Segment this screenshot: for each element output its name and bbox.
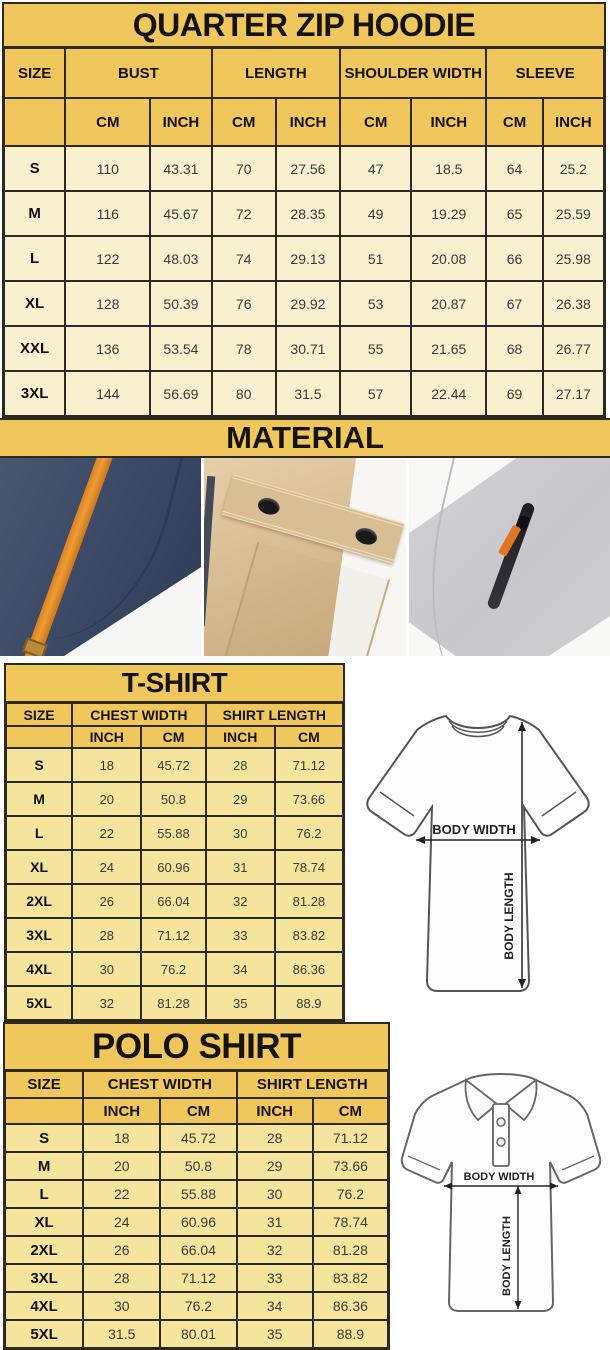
value-cell: 128 [65,281,150,326]
value-cell: 64 [486,146,542,191]
value-cell: 86.36 [275,952,343,986]
tshirt-table-grid [6,703,343,1020]
size-cell: L [5,1180,83,1208]
value-cell: 31 [206,850,275,884]
value-cell: 69 [486,371,542,416]
value-cell: 30.71 [276,326,340,371]
arrowhead [550,1183,558,1190]
value-cell: 144 [65,371,150,416]
unit-header-inch: INCH [206,726,275,748]
value-cell: 71.12 [275,748,343,782]
shirt-length-column-header: SHIRT LENGTH [206,703,343,726]
value-cell: 29.13 [276,236,340,281]
value-cell: 30 [83,1292,160,1320]
value-cell: 25.59 [543,191,604,236]
arrowhead [416,836,425,844]
size-cell: XL [4,281,65,326]
value-cell: 136 [65,326,150,371]
value-cell: 71.12 [141,918,205,952]
size-column-header: SIZE [4,48,65,98]
value-cell: 81.28 [141,986,205,1020]
value-cell: 71.12 [160,1264,236,1292]
size-column-header: SIZE [6,703,72,726]
value-cell: 71.12 [313,1124,388,1152]
value-cell: 66 [486,236,542,281]
material-photo-navy-drawstring [0,458,201,656]
tshirt-measure-diagram [350,688,606,1013]
size-cell: 3XL [5,1264,83,1292]
hoodie-table-title: QUARTER ZIP HOODIE [4,4,604,48]
unit-header-inch: INCH [543,98,604,146]
arrowhead [531,836,540,844]
value-cell: 70 [212,146,276,191]
size-cell: L [6,816,72,850]
value-cell: 81.28 [275,884,343,918]
size-cell: S [4,146,65,191]
tshirt-table-title: T-SHIRT [6,665,343,703]
value-cell: 73.66 [313,1152,388,1180]
value-cell: 51 [340,236,411,281]
unit-header-inch: INCH [83,1098,160,1124]
value-cell: 122 [65,236,150,281]
value-cell: 29.92 [276,281,340,326]
value-cell: 50.8 [160,1152,236,1180]
empty-header-cell [5,1098,83,1124]
value-cell: 32 [237,1236,313,1264]
size-cell: XL [5,1208,83,1236]
value-cell: 67 [486,281,542,326]
value-cell: 110 [65,146,150,191]
material-photo-khaki-pocket [204,458,405,656]
value-cell: 22 [83,1180,160,1208]
body-length-label: BODY LENGTH [502,872,516,960]
arrowhead [444,1183,452,1190]
polo-button [497,1118,505,1126]
polo-table-grid [5,1071,388,1348]
value-cell: 60.96 [141,850,205,884]
value-cell: 28 [206,748,275,782]
value-cell: 20.08 [411,236,486,281]
value-cell: 20.87 [411,281,486,326]
value-cell: 55.88 [160,1180,236,1208]
value-cell: 33 [237,1264,313,1292]
shirt-length-column-header: SHIRT LENGTH [237,1071,388,1098]
unit-header-inch: INCH [72,726,141,748]
empty-header-cell [4,98,65,146]
value-cell: 34 [237,1292,313,1320]
size-cell: M [5,1152,83,1180]
empty-header-cell [6,726,72,748]
value-cell: 78.74 [313,1208,388,1236]
value-cell: 76.2 [275,816,343,850]
size-cell: XXL [4,326,65,371]
hoodie-size-table [2,2,606,418]
value-cell: 76.2 [160,1292,236,1320]
value-cell: 24 [83,1208,160,1236]
value-cell: 25.98 [543,236,604,281]
size-cell: 5XL [5,1320,83,1348]
value-cell: 83.82 [313,1264,388,1292]
value-cell: 73.66 [275,782,343,816]
unit-header-cm: CM [212,98,276,146]
tshirt-size-table [4,663,345,1022]
value-cell: 80.01 [160,1320,236,1348]
value-cell: 50.8 [141,782,205,816]
value-cell: 31 [237,1208,313,1236]
value-cell: 26 [83,1236,160,1264]
value-cell: 35 [206,986,275,1020]
value-cell: 27.56 [276,146,340,191]
size-cell: L [4,236,65,281]
size-cell: 4XL [6,952,72,986]
value-cell: 30 [72,952,141,986]
unit-header-cm: CM [313,1098,388,1124]
value-cell: 20 [83,1152,160,1180]
value-cell: 35 [237,1320,313,1348]
value-cell: 28 [83,1264,160,1292]
value-cell: 45.72 [160,1124,236,1152]
unit-header-cm: CM [340,98,411,146]
unit-header-inch: INCH [237,1098,313,1124]
shoulder-width-column-header: SHOULDER WIDTH [340,48,486,98]
size-cell: 2XL [6,884,72,918]
value-cell: 53.54 [150,326,211,371]
value-cell: 76.2 [141,952,205,986]
value-cell: 86.36 [313,1292,388,1320]
value-cell: 29 [237,1152,313,1180]
value-cell: 74 [212,236,276,281]
value-cell: 49 [340,191,411,236]
value-cell: 24 [72,850,141,884]
body-width-label: BODY WIDTH [463,1171,535,1183]
placket [493,1104,509,1166]
value-cell: 55 [340,326,411,371]
value-cell: 66.04 [160,1236,236,1264]
size-cell: 3XL [4,371,65,416]
size-cell: S [6,748,72,782]
value-cell: 55.88 [141,816,205,850]
chest-width-column-header: CHEST WIDTH [83,1071,236,1098]
value-cell: 72 [212,191,276,236]
value-cell: 25.2 [543,146,604,191]
value-cell: 116 [65,191,150,236]
value-cell: 81.28 [313,1236,388,1264]
value-cell: 30 [237,1180,313,1208]
value-cell: 43.31 [150,146,211,191]
unit-header-cm: CM [275,726,343,748]
edge-shadow [204,476,215,626]
value-cell: 78 [212,326,276,371]
value-cell: 65 [486,191,542,236]
value-cell: 22 [72,816,141,850]
value-cell: 88.9 [313,1320,388,1348]
polo-table-title: POLO SHIRT [5,1024,388,1071]
value-cell: 76.2 [313,1180,388,1208]
unit-header-inch: INCH [276,98,340,146]
material-banner [0,418,610,458]
size-cell: XL [6,850,72,884]
value-cell: 48.03 [150,236,211,281]
body-length-label: BODY LENGTH [501,1216,513,1296]
value-cell: 27.17 [543,371,604,416]
value-cell: 68 [486,326,542,371]
polo-size-table [3,1022,390,1350]
polo-measure-diagram [396,1056,606,1346]
unit-header-inch: INCH [411,98,486,146]
value-cell: 28 [72,918,141,952]
sleeve-column-header: SLEEVE [486,48,604,98]
value-cell: 56.69 [150,371,211,416]
unit-header-inch: INCH [150,98,211,146]
polo-button [497,1138,505,1146]
value-cell: 22.44 [411,371,486,416]
chest-width-column-header: CHEST WIDTH [72,703,205,726]
value-cell: 18 [83,1124,160,1152]
unit-header-cm: CM [65,98,150,146]
value-cell: 19.29 [411,191,486,236]
value-cell: 31.5 [276,371,340,416]
size-cell: M [4,191,65,236]
value-cell: 26.77 [543,326,604,371]
value-cell: 31.5 [83,1320,160,1348]
drawstring-buckle [22,637,48,656]
value-cell: 88.9 [275,986,343,1020]
value-cell: 18 [72,748,141,782]
value-cell: 57 [340,371,411,416]
material-title: MATERIAL [226,420,384,455]
unit-header-cm: CM [160,1098,236,1124]
value-cell: 21.65 [411,326,486,371]
value-cell: 32 [72,986,141,1020]
value-cell: 53 [340,281,411,326]
value-cell: 34 [206,952,275,986]
value-cell: 32 [206,884,275,918]
size-cell: S [5,1124,83,1152]
material-photo-gray-zipper [409,458,610,656]
value-cell: 60.96 [160,1208,236,1236]
value-cell: 47 [340,146,411,191]
length-column-header: LENGTH [212,48,341,98]
snap-button [354,526,380,547]
value-cell: 30 [206,816,275,850]
value-cell: 33 [206,918,275,952]
value-cell: 26.38 [543,281,604,326]
material-photos [0,458,610,656]
value-cell: 50.39 [150,281,211,326]
size-cell: 4XL [5,1292,83,1320]
tshirt-outline [367,716,588,991]
value-cell: 45.67 [150,191,211,236]
value-cell: 45.72 [141,748,205,782]
size-cell: 2XL [5,1236,83,1264]
size-cell: 3XL [6,918,72,952]
value-cell: 28.35 [276,191,340,236]
size-cell: 5XL [6,986,72,1020]
size-column-header: SIZE [5,1071,83,1098]
snap-button [256,496,282,517]
size-cell: M [6,782,72,816]
hoodie-table-grid [4,48,604,416]
value-cell: 28 [237,1124,313,1152]
unit-header-cm: CM [486,98,542,146]
body-width-label: BODY WIDTH [432,822,516,837]
value-cell: 18.5 [411,146,486,191]
value-cell: 83.82 [275,918,343,952]
bust-column-header: BUST [65,48,211,98]
value-cell: 78.74 [275,850,343,884]
unit-header-cm: CM [141,726,205,748]
value-cell: 29 [206,782,275,816]
value-cell: 80 [212,371,276,416]
value-cell: 66.04 [141,884,205,918]
value-cell: 20 [72,782,141,816]
value-cell: 76 [212,281,276,326]
value-cell: 26 [72,884,141,918]
